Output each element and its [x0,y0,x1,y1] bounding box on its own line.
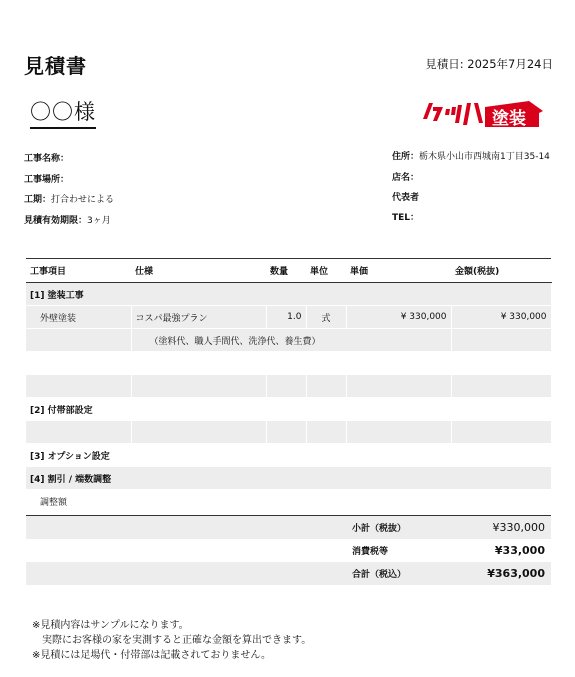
schedule-value: 打合わせによる [51,195,115,205]
table-row [26,490,551,513]
section-discount: [4] 割引 / 端数調整 [26,467,551,490]
total-value: ¥363,000 [451,562,551,585]
company-logo [421,97,549,131]
note-line: ※見積には足場代・付帯部は記載されておりません。 [32,650,271,661]
tel-row [392,208,552,228]
section-row [26,283,551,306]
address-value: 栃木県小山市西城南1丁目35-14 [419,152,550,162]
address-label: 住所： [392,152,420,162]
table-header-row [26,259,551,283]
table-row [26,352,551,375]
representative-label: 代表者 [392,193,420,203]
section-painting: [1] 塗装工事 [26,283,551,306]
project-name-row [24,149,114,170]
header-amount: 金額(税抜) [451,259,551,283]
schedule-row [24,190,114,211]
section-accessory: [2] 付帯部設定 [26,398,551,421]
item-amount: ¥ 330,000 [451,306,551,329]
empty-cell [451,329,551,352]
tel-label: TEL： [392,213,420,223]
note-line: 実際にお客様の家を実測すると正確な金額を算出できます。 [42,635,312,646]
project-name-label: 工事名称： [24,154,70,164]
item-spec: コスパ最強プラン [131,306,266,329]
svg-text:塗装: 塗装 [492,109,526,129]
notes [32,618,311,663]
note-line: ※見積内容はサンプルになります。 [32,620,189,631]
store-label: 店名： [392,173,420,183]
project-site-label: 工事場所： [24,174,70,185]
document-title: 見積書 [24,54,87,78]
header-unit-price: 単価 [346,259,451,283]
subtotal-label: 小計（税抜） [346,516,451,539]
header-qty: 数量 [266,259,306,283]
customer-name: 〇〇様 [30,96,96,129]
item-name: 外壁塗装 [26,306,131,329]
empty-cell [26,329,131,352]
representative-row [392,188,552,208]
item-qty: 1.0 [266,306,306,329]
item-unit-price: ¥ 330,000 [346,306,451,329]
table-row [26,421,551,444]
project-site-row [24,170,114,191]
project-info [24,149,114,231]
tax-label: 消費税等 [352,546,389,557]
validity-value: 3ヶ月 [87,215,111,226]
tax-row [26,539,551,562]
section-row [26,467,551,490]
table-row [26,306,551,329]
section-row [26,398,551,421]
validity-row [24,211,114,232]
header-item: 工事項目 [26,259,131,283]
store-row [392,168,552,188]
total-row [26,562,551,585]
subtotal-row [26,516,551,539]
section-options: [3] オプション設定 [26,444,551,467]
total-label: 合計（税込） [346,562,451,585]
adjustment-label: 調整額 [26,490,131,513]
item-note: （塗料代、職人手間代、洗浄代、養生費） [131,329,451,352]
estimate-date: 見積日: 2025年7月24日 [425,57,553,71]
address-row [392,148,552,168]
header-unit: 単位 [306,259,346,283]
estimate-items-table [26,258,552,513]
table-row [26,375,551,398]
section-row [26,444,551,467]
schedule-label: 工期： [24,195,52,205]
totals-table [26,515,551,585]
validity-label: 見積有効期限： [24,215,88,226]
header-spec: 仕様 [131,259,266,283]
item-unit: 式 [306,306,346,329]
tax-value: ¥33,000 [494,543,545,557]
table-row [26,329,551,352]
subtotal-value: ¥330,000 [451,516,551,539]
company-info [392,148,552,228]
